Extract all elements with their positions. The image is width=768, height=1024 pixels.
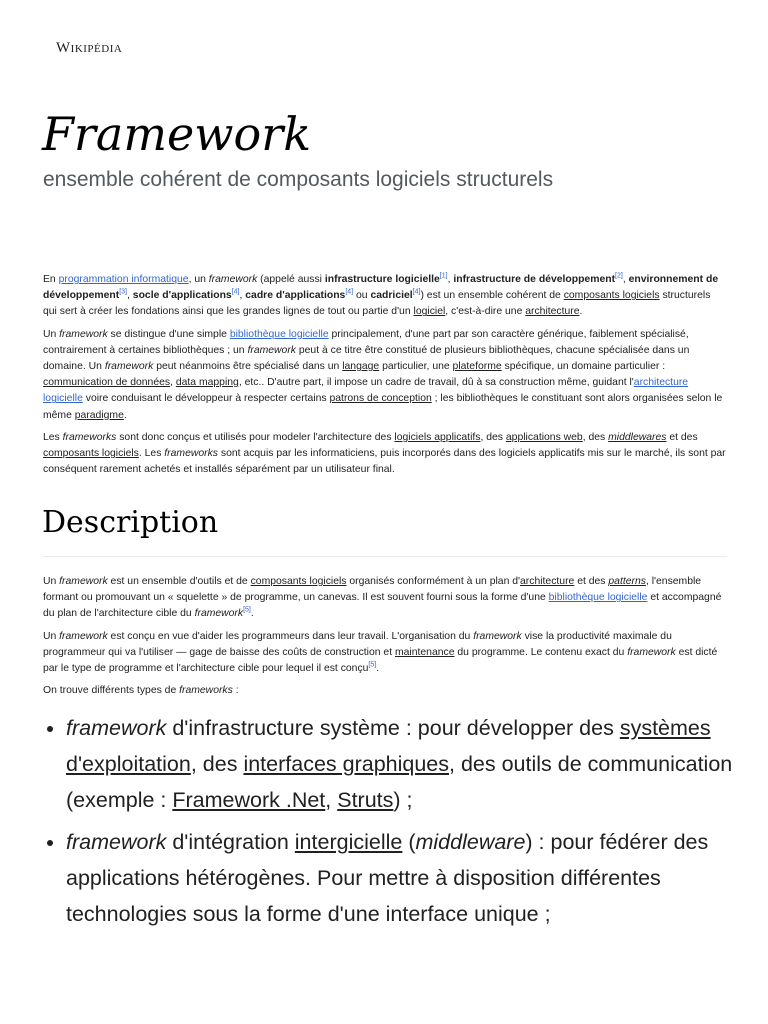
bold-term: cadre d'applications <box>245 290 346 302</box>
link-langage[interactable]: langage <box>342 361 380 373</box>
italic-term: framework <box>627 646 676 658</box>
link-logiciels-applicatifs[interactable]: logiciels applicatifs <box>394 431 481 443</box>
text-run: , etc.. D'autre part, il impose un cadre de travail, dû à sa construction même, guidant l' <box>238 377 634 389</box>
reference-link[interactable]: [4] <box>345 288 354 296</box>
reference-link[interactable]: [5] <box>243 606 251 614</box>
link-bibliotheque-logicielle[interactable]: bibliothèque logicielle <box>229 328 329 340</box>
reference-link[interactable]: [5] <box>368 661 377 669</box>
text-run: , des outils de communication (exemple : <box>66 752 733 812</box>
link-patterns[interactable]: patterns <box>608 576 646 587</box>
link-struts[interactable]: Struts <box>337 788 394 812</box>
link-bibliotheque-logicielle[interactable]: bibliothèque logicielle <box>548 592 648 604</box>
description-section <box>43 574 727 705</box>
reference-link[interactable]: [1] <box>439 272 448 280</box>
text-run: Les <box>43 431 63 443</box>
link-intergicielle[interactable]: intergicielle <box>294 830 403 854</box>
text-run: ) ; <box>393 788 413 812</box>
text-run: . Les <box>138 448 165 460</box>
text-run: et des <box>666 431 698 443</box>
text-run: , <box>127 290 133 302</box>
bold-term: infrastructure de développement <box>453 274 616 285</box>
intro-paragraph-1 <box>43 272 727 321</box>
link-framework-net[interactable]: Framework .Net <box>172 788 326 812</box>
reference-superscript <box>243 607 251 614</box>
framework-types-list <box>46 710 756 938</box>
page-subtitle: ensemble cohérent de composants logiciels structurels <box>43 168 554 191</box>
reference-superscript <box>119 289 127 296</box>
link-paradigme[interactable]: paradigme <box>74 409 124 421</box>
text-run: ; les bibliothèques le constituant sont alors organisées selon le même <box>43 393 723 421</box>
intro-section <box>43 272 727 484</box>
text-run: Un <box>43 630 60 642</box>
text-run: , des <box>190 752 244 776</box>
text-run: ou <box>353 290 371 302</box>
text-run: d'infrastructure système : pour développer des <box>166 716 620 740</box>
text-run: sont acquis par les informaticiens, puis incorporés dans des logiciels applicatifs mis sur le marché, ils sont par conséquent rarement achetés et installés séparément par un utilisateur final. <box>43 448 726 476</box>
reference-superscript <box>345 289 353 296</box>
link-systemes-d-exploitation[interactable]: systèmes d'exploitation <box>66 716 711 776</box>
text-run: , <box>325 788 338 812</box>
text-run: . <box>250 608 254 620</box>
italic-term: frameworks <box>179 685 233 697</box>
text-run: : <box>232 685 239 697</box>
text-run: , <box>239 290 246 302</box>
text-run: On trouve différents types de <box>43 685 180 697</box>
text-run: et des <box>574 576 609 587</box>
wikipedia-wordmark[interactable]: Wikipédia <box>56 40 123 56</box>
link-architecture-logicielle[interactable]: architecture logicielle <box>43 377 689 405</box>
text-run: peut à ce titre être constitué de plusieurs bibliothèques, chacune spécialisée dans un domaine. Un <box>43 344 690 373</box>
text-run: spécifique, un domaine particulier : <box>501 361 666 373</box>
reference-link[interactable]: [4] <box>231 288 240 296</box>
italic-term: framework <box>104 361 154 373</box>
link-data-mapping[interactable]: data mapping <box>175 377 239 389</box>
italic-term: framework <box>194 608 244 620</box>
reference-superscript <box>440 273 448 280</box>
bold-term: infrastructure logicielle <box>324 274 440 285</box>
text-run: , <box>170 377 176 389</box>
italic-term: framework <box>247 344 296 356</box>
link-maintenance[interactable]: maintenance <box>394 646 455 658</box>
text-run: est conçu en vue d'aider les programmeurs dans leur travail. L'organisation du <box>107 630 474 642</box>
link-patrons-de-conception[interactable]: patrons de conception <box>329 393 432 405</box>
text-run: , l'ensemble formant ou promouvant un « squelette » de programme, un canevas. Il est souvent fourni sous la forme d'une <box>43 576 702 604</box>
link-composants-logiciels[interactable]: composants logiciels <box>43 448 139 460</box>
wikipedia-logo[interactable] <box>56 40 122 57</box>
text-run: du programme. Le contenu exact du <box>454 646 628 658</box>
text-run: ( <box>402 830 416 854</box>
text-run: se distingue d'une simple <box>107 328 230 340</box>
intro-paragraph-2 <box>43 327 727 424</box>
text-run: . <box>123 409 127 421</box>
text-run: , <box>447 274 454 285</box>
bold-term: cadriciel <box>370 290 413 302</box>
bold-term: socle d'applications <box>132 290 232 302</box>
text-run: , des <box>582 431 609 443</box>
bold-term: environnement de développement <box>43 274 719 302</box>
reference-superscript <box>232 289 240 296</box>
text-run: En <box>43 274 59 285</box>
link-architecture[interactable]: architecture <box>520 576 575 587</box>
link-middlewares[interactable]: middlewares <box>608 431 667 443</box>
italic-term: framework <box>66 830 167 854</box>
text-run: d'intégration <box>166 830 295 854</box>
link-plateforme[interactable]: plateforme <box>452 361 502 373</box>
italic-term: frameworks <box>164 448 218 460</box>
italic-term: framework <box>59 328 108 340</box>
text-run: vise la productivité maximale du programmeur qui va l'utiliser — gage de baisse des coûts de construction et <box>43 630 672 658</box>
page-title: Framework <box>42 107 312 161</box>
text-run: (appelé aussi <box>257 274 325 285</box>
text-run: , un <box>188 274 209 285</box>
text-run: . <box>579 306 583 318</box>
text-run: est un ensemble d'outils et de <box>107 576 251 587</box>
italic-term: frameworks <box>62 431 117 443</box>
list-item <box>66 710 756 818</box>
text-run: peut néanmoins être spécialisé dans un <box>153 361 343 373</box>
text-run: Un <box>43 576 60 587</box>
link-architecture[interactable]: architecture <box>525 306 580 318</box>
text-run: ) : pour fédérer des applications hétérogènes. Pour mettre à disposition différentes technologies sous la forme d'une interface unique ; <box>66 830 709 926</box>
text-run: , c'est-à-dire une <box>445 306 526 318</box>
text-run: Un <box>43 328 60 340</box>
text-run: et accompagné du plan de l'architecture cible du <box>43 592 722 620</box>
text-run: organisés conformément à un plan d' <box>346 576 521 587</box>
reference-superscript <box>615 273 623 280</box>
reference-link[interactable]: [3] <box>119 288 128 296</box>
text-run: ) est un ensemble cohérent de <box>420 290 564 302</box>
italic-term: framework <box>66 716 167 740</box>
intro-paragraph-3 <box>43 430 727 479</box>
text-run: sont donc conçus et utilisés pour modeler l'architecture des <box>116 431 395 443</box>
description-paragraph-1 <box>43 574 727 623</box>
text-run: , <box>622 274 629 285</box>
link-interfaces-graphiques[interactable]: interfaces graphiques <box>243 752 450 776</box>
section-heading-description: Description <box>42 500 727 557</box>
link-programmation-informatique[interactable]: programmation informatique <box>58 274 189 285</box>
text-run: structurels qui sert à créer les fondations ainsi que les grandes lignes de tout ou partie d'un <box>43 290 711 318</box>
link-applications-web[interactable]: applications web <box>505 431 583 443</box>
italic-term: middleware <box>415 830 526 854</box>
text-run: . <box>376 663 380 675</box>
list-item <box>66 824 756 932</box>
text-run: est dicté par le type de programme et l'architecture cible pour lequel il est conçu <box>43 646 718 675</box>
link-composants-logiciels[interactable]: composants logiciels <box>563 290 660 302</box>
reference-link[interactable]: [2] <box>615 272 623 280</box>
text-run: voire conduisant le développeur à respecter certains <box>82 393 330 405</box>
italic-term: framework <box>473 630 522 642</box>
link-composants-logiciels[interactable]: composants logiciels <box>250 576 347 587</box>
italic-term: framework <box>59 576 108 587</box>
text-run: , des <box>480 431 506 443</box>
text-run: particulier, une <box>379 361 453 373</box>
link-communication-de-donnees[interactable]: communication de données <box>43 377 171 389</box>
reference-link[interactable]: [4] <box>412 288 421 296</box>
description-paragraph-2 <box>43 629 727 678</box>
italic-term: framework <box>59 630 108 642</box>
link-logiciel[interactable]: logiciel <box>413 306 446 318</box>
italic-term: framework <box>208 274 258 285</box>
text-run: principalement, d'une part par son caractère générique, faiblement spécialisé, contrairement à certaines bibliothèques ; un <box>43 328 689 356</box>
description-paragraph-3 <box>43 683 727 699</box>
